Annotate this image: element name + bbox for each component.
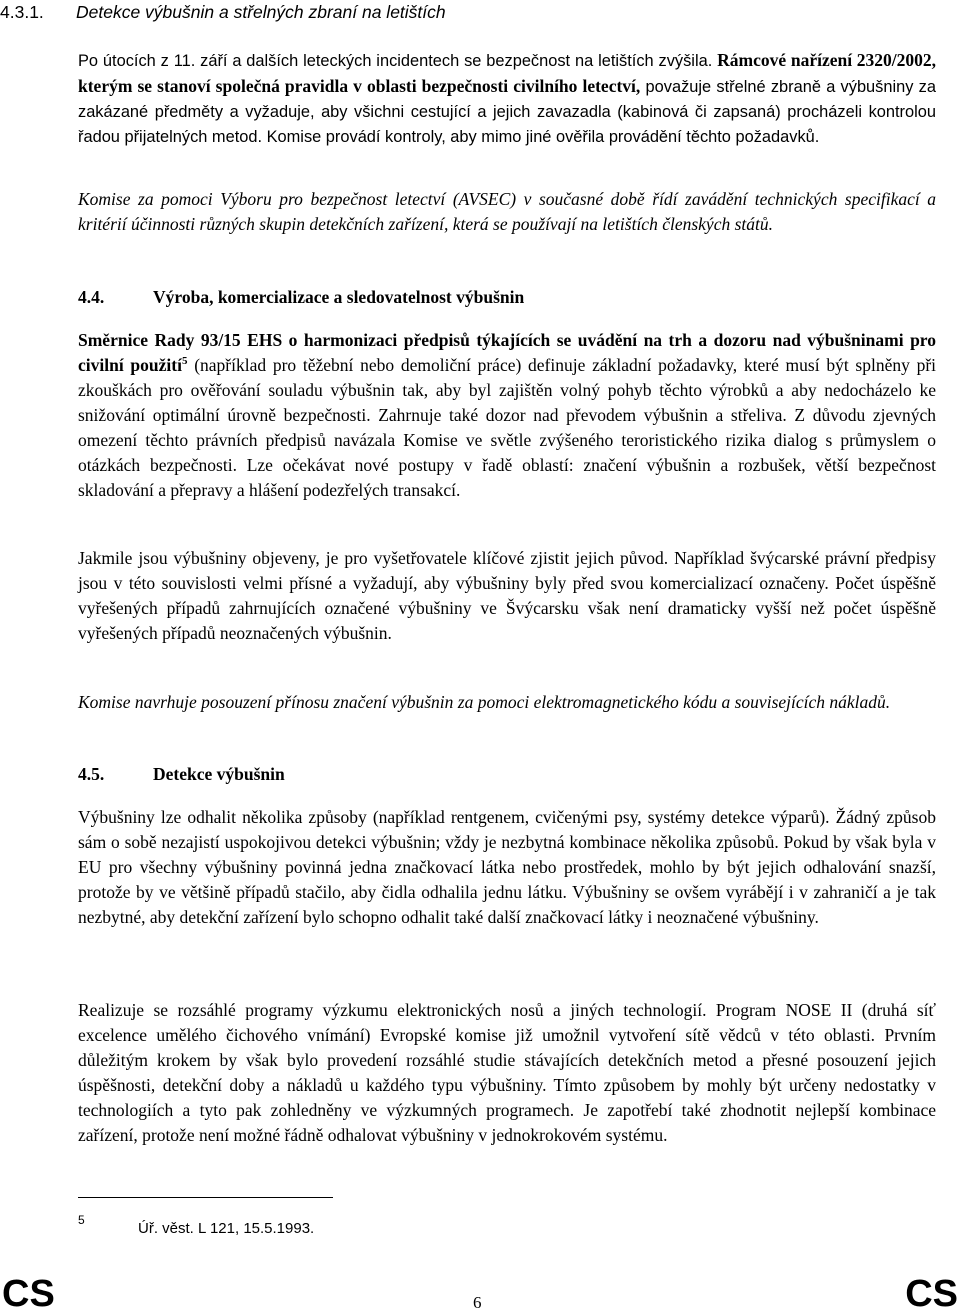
section-4-4-heading [78,285,936,310]
section-4-5-paragraph-2: Realizuje se rozsáhlé programy výzkumu elektronických nosů a jiných technologií. Program NOSE II (druhá síť excelence umělého čichového vnímání) Evropské komise již umožnil vytvoření sítě vědců v této oblasti. Prvním důležitým krokem by však bylo provedení rozsáhlé studie stávajících detekčních metod a přesné posouzení jejich úspěšnosti, detekční doby a nákladů u každého typu výbušniny. Tímto způsobem by mohly být určeny nedostatky v technologiích a tyto pak zohledněny ve výzkumných programech. Je zapotřebí také zhodnotit nejlepší kombinace zařízení, protože není možné řádně odhalovat výbušniny v jednokrokovém systému. [78,1000,936,1145]
section-4-4-paragraph-1: Směrnice Rady 93/15 EHS o harmonizaci předpisů týkajících se uvádění na trh a dozoru nad výbušninami pro civilní použití$^5$ (například pro těžební nebo demoliční práce) definuje základní požadavky, které musí být splněny při zkouškách pro ověřování souladu výbušnin tak, aby byl zajištěn volný pohyb těchto výrobků a aby nedocházelo ke snižování optimální úrovně bezpečnosti. Zahrnuje také dozor nad převodem výbušnin a střeliva. Z důvodu zjevných omezení těchto právních předpisů navázala Komise ve světle zvýšeného teroristického rizika dialog s průmyslem o otázkách bezpečnosti. Lze očekávat nové postupy v řadě oblastí: značení výbušnin a rozbušek, větší bezpečnost skladování a přepravy a hlášení podezřelých transakcí. [78,330,937,500]
section-number: 4.3.1. [0,2,44,22]
section-4-3-1-paragraph-1: Po útocích z 11. září a dalších leteckých incidentech se bezpečnost na letištích zvýšila. Rámcové nařízení 2320/2002, kterým se stanoví společná pravidla v oblasti bezpečnosti civilního letectví, považuje střelné zbraně a výbušniny za zakázané předměty a vyžaduje, aby všichni cestující a jejich zavazadla (kabinová či zapsaná) procházeli kontrolou řadou přijatelných metod. Komise provádí kontroly, aby mimo jiné ověřila provádění těchto požadavků. [78,50,937,146]
section-number: 4.5. [78,764,105,784]
language-code-left: CS [2,1273,55,1315]
section-4-4-paragraph-3: Komise navrhuje posouzení přínosu značení výbušnin za pomoci elektromagnetického kódu a souvisejících nákladů. [78,692,891,712]
language-code-right: CS [905,1273,958,1315]
page-number: 6 [473,1293,482,1312]
section-title: Detekce výbušnin [153,764,285,784]
section-4-5-heading [78,762,936,787]
section-4-5-paragraph-1: Výbušniny lze odhalit několika způsoby (například rentgenem, cvičenými psy, systémy detekce výparů). Žádný způsob sám o sobě nezajistí uspokojivou detekci výbušnin; vždy je nezbytná kombinace několika způsobů. Pokud by však byla v EU pro všechny výbušniny povinná jedna značkovací látka nebo prostředek, mohlo by být jejich odhalování snazší, protože by ve většině případů stačilo, aby čidla odhalila jednu látku. Výbušniny se ovšem vyrábějí i v zahraničí a je tak nezbytné, aby detekční zařízení bylo schopno odhalit také další značkovací látky i neoznačené výbušniny. [78,807,936,927]
section-4-3-1-heading [0,0,936,25]
section-number: 4.4. [78,287,105,307]
section-4-3-1-paragraph-2: Komise za pomoci Výboru pro bezpečnost letectví (AVSEC) v současné době řídí zavádění technických specifikací a kritérií účinnosti různých skupin detekčních zařízení, která se používají na letištích členských států. [78,189,936,234]
section-4-4-paragraph-2: Jakmile jsou výbušniny objeveny, je pro vyšetřovatele klíčové zjistit jejich původ. Například švýcarské právní předpisy jsou v této souvislosti velmi přísné a vyžadují, aby výbušniny byly před svou komercializací označeny. Počet úspěšně vyřešených případů zahrnujících označené výbušniny ve Švýcarsku však není dramaticky vyšší než počet úspěšně vyřešených případů neoznačených výbušnin. [78,548,936,643]
footnote-text: Úř. věst. L 121, 15.5.1993. [138,1220,315,1237]
footnote-reference: 5 [181,355,188,368]
section-title: Detekce výbušnin a střelných zbraní na letištích [76,2,446,22]
footnote-separator [78,1197,333,1198]
section-title: Výroba, komercializace a sledovatelnost výbušnin [153,287,525,307]
footnote-number: 5 [78,1213,85,1227]
